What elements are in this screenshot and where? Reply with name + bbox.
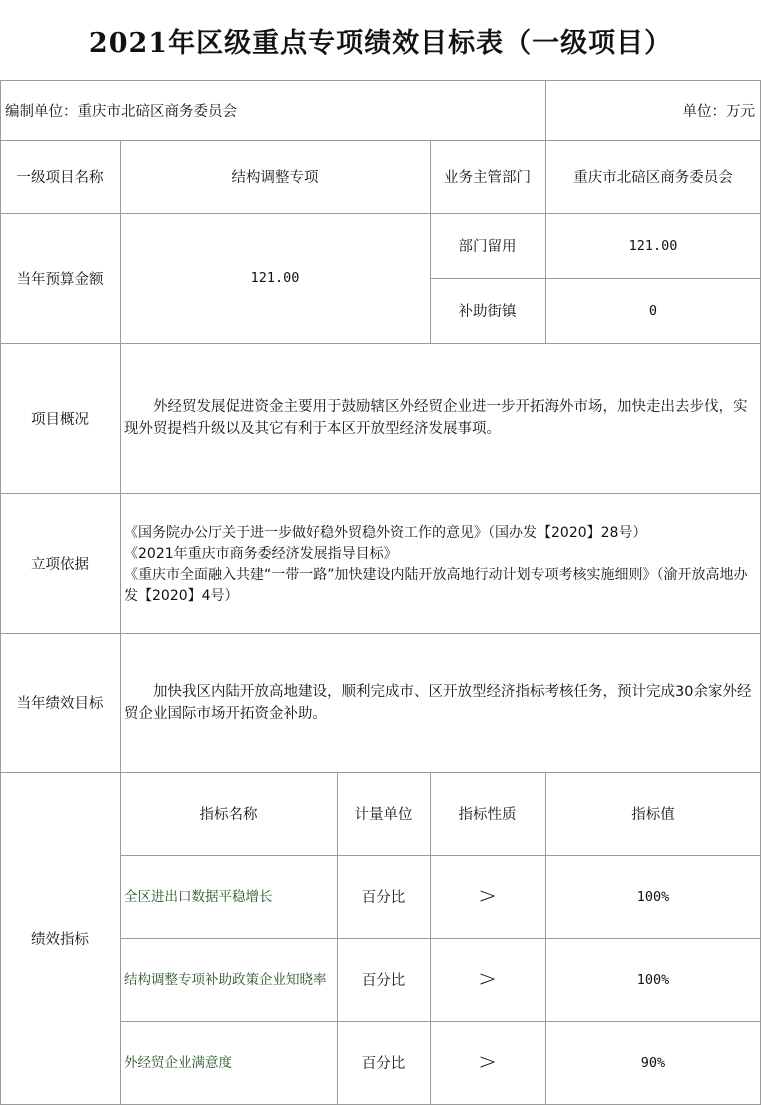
dept-value: 重庆市北碚区商务委员会 xyxy=(573,170,733,186)
page-title: 2021年区级重点专项绩效目标表（一级项目） xyxy=(88,27,673,59)
project-name-value: 结构调整专项 xyxy=(231,170,319,186)
subsidy-value: 0 xyxy=(648,302,658,319)
basis-label: 立项依据 xyxy=(31,556,89,573)
indicator-header-name: 指标名称 xyxy=(199,807,258,823)
goal-text: 加快我区内陆开放高地建设，顺利完成市、区开放型经济指标考核任务，预计完成30余家外经贸企业国际市场开拓资金补助。 xyxy=(124,684,752,722)
subsidy-label: 补助街镇 xyxy=(458,304,517,320)
currency-unit: 单位：万元 xyxy=(682,103,755,120)
indicator-name: 全区进出口数据平稳增长 xyxy=(124,888,273,905)
project-name-label: 一级项目名称 xyxy=(16,170,104,186)
goal-label: 当年绩效目标 xyxy=(16,696,104,712)
performance-table xyxy=(0,80,761,1105)
dept-label: 业务主管部门 xyxy=(444,170,531,186)
indicator-header-nature: 指标性质 xyxy=(458,807,517,823)
indicator-nature: > xyxy=(478,1050,497,1075)
indicator-value: 90% xyxy=(640,1054,666,1071)
basis-text xyxy=(124,523,758,607)
indicator-header-value: 指标值 xyxy=(631,807,675,823)
dept-reserve-value: 121.00 xyxy=(628,237,678,254)
indicator-name: 外经贸企业满意度 xyxy=(124,1054,232,1071)
indicator-header-unit: 计量单位 xyxy=(354,807,413,823)
dept-reserve-label: 部门留用 xyxy=(458,239,517,255)
basis-line: 《重庆市全面融入共建“一带一路”加快建设内陆开放高地行动计划专项考核实施细则》（渝开放高地办发【2020】4号） xyxy=(124,567,748,604)
basis-line: 《2021年重庆市商务委经济发展指导目标》 xyxy=(124,546,398,562)
indicator-nature: > xyxy=(478,967,497,992)
basis-line: 《国务院办公厅关于进一步做好稳外贸稳外资工作的意见》（国办发【2020】28号） xyxy=(124,525,647,541)
indicator-name: 结构调整专项补助政策企业知晓率 xyxy=(124,971,327,988)
indicator-unit: 百分比 xyxy=(361,890,406,906)
indicator-value: 100% xyxy=(636,971,670,988)
indicator-unit: 百分比 xyxy=(361,973,406,989)
indicator-unit: 百分比 xyxy=(361,1056,406,1072)
overview-text: 外经贸发展促进资金主要用于鼓励辖区外经贸企业进一步开拓海外市场，加快走出去步伐，实现外贸提档升级以及其它有利于本区开放型经济发展事项。 xyxy=(124,399,748,437)
indicator-nature: > xyxy=(478,884,497,909)
indicator-value: 100% xyxy=(636,888,670,905)
compiling-unit: 编制单位：重庆市北碚区商务委员会 xyxy=(5,103,237,120)
budget-total: 121.00 xyxy=(250,270,300,286)
overview-label: 项目概况 xyxy=(31,411,89,428)
budget-label: 当年预算金额 xyxy=(16,271,104,288)
indicators-label: 绩效指标 xyxy=(31,931,89,948)
